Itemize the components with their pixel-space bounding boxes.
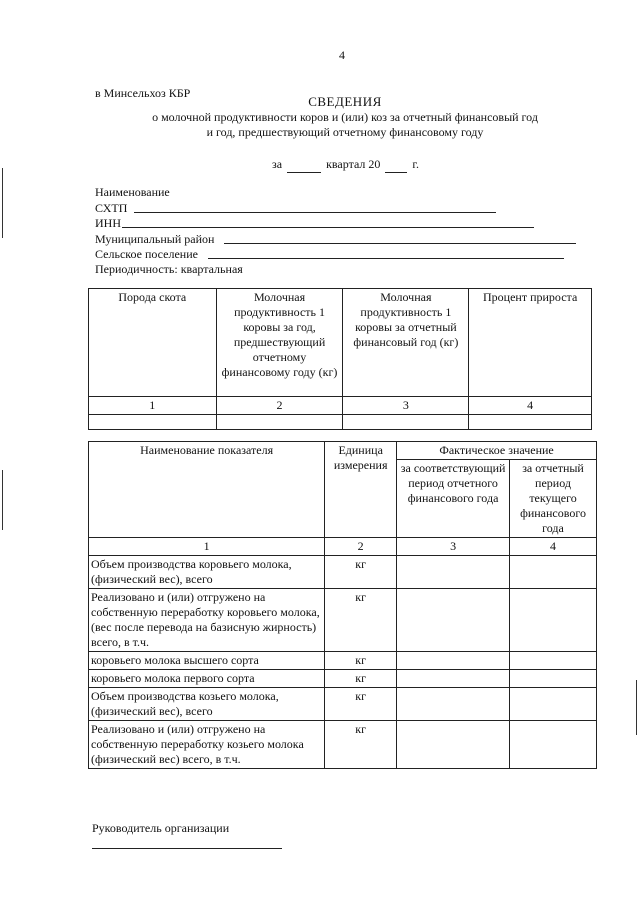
t1-colnum-4: 4 bbox=[469, 397, 592, 415]
t2-header-actual: Фактическое значение bbox=[397, 442, 597, 460]
t2-row-prev-value[interactable] bbox=[397, 556, 510, 589]
period-quarter-blank[interactable] bbox=[287, 157, 321, 173]
t2-row-unit: кг bbox=[325, 721, 397, 769]
scan-mark-left-2 bbox=[2, 470, 3, 530]
table-row bbox=[89, 670, 597, 688]
t1-cell-report-year[interactable] bbox=[343, 415, 469, 430]
t1-colnum-2: 2 bbox=[216, 397, 343, 415]
t2-row-name: Реализовано и (или) отгружено на собственную переработку козьего молока (физический вес) всего, в т.ч. bbox=[89, 721, 325, 769]
t2-row-name: коровьего молока первого сорта bbox=[89, 670, 325, 688]
document-title: СВЕДЕНИЯ bbox=[308, 94, 382, 109]
sxtp-field[interactable] bbox=[134, 212, 496, 213]
t2-row-name: Реализовано и (или) отгружено на собственную переработку коровьего молока, (вес после перевода на базисную жирность) всего, в т.ч. bbox=[89, 589, 325, 652]
t2-colnum-1: 1 bbox=[89, 538, 325, 556]
t2-row-name: Объем производства коровьего молока, (физический вес), всего bbox=[89, 556, 325, 589]
inn-field[interactable] bbox=[122, 227, 534, 228]
period-prefix: за bbox=[272, 157, 283, 171]
period-line bbox=[272, 157, 419, 173]
t2-header-unit: Единица измерения bbox=[325, 442, 397, 538]
t2-header-indicator: Наименование показателя bbox=[89, 442, 325, 538]
t1-cell-breed[interactable] bbox=[89, 415, 217, 430]
t2-row-current-value[interactable] bbox=[510, 589, 597, 652]
settlement-field[interactable] bbox=[208, 258, 564, 259]
t1-header-report-year: Молочная продуктивность 1 коровы за отчетный финансовый год (кг) bbox=[343, 289, 469, 397]
t2-row-unit: кг bbox=[325, 556, 397, 589]
table-row bbox=[89, 556, 597, 589]
t1-header-prev-year: Молочная продуктивность 1 коровы за год, предшествующий отчетному финансовому году (кг) bbox=[216, 289, 343, 397]
t1-colnum-3: 3 bbox=[343, 397, 469, 415]
t2-row-unit: кг bbox=[325, 589, 397, 652]
addressee: в Минсельхоз КБР bbox=[95, 86, 191, 100]
milk-indicators-table bbox=[88, 441, 597, 769]
t2-row-unit: кг bbox=[325, 688, 397, 721]
t2-row-prev-value[interactable] bbox=[397, 670, 510, 688]
signature-label: Руководитель организации bbox=[92, 821, 230, 835]
t1-cell-growth[interactable] bbox=[469, 415, 592, 430]
scan-mark-left-1 bbox=[2, 168, 3, 238]
sxtp-label: СХТП bbox=[95, 201, 128, 215]
t2-row-unit: кг bbox=[325, 670, 397, 688]
t2-row-prev-value[interactable] bbox=[397, 652, 510, 670]
t2-header-current-period: за отчетный период текущего финансового года bbox=[510, 460, 597, 538]
t2-colnum-4: 4 bbox=[510, 538, 597, 556]
signature-line[interactable] bbox=[92, 848, 282, 849]
productivity-table bbox=[88, 288, 592, 430]
t1-colnum-1: 1 bbox=[89, 397, 217, 415]
periodicity-label: Периодичность: квартальная bbox=[95, 262, 243, 276]
t1-header-growth: Процент прироста bbox=[469, 289, 592, 397]
table-row bbox=[89, 589, 597, 652]
period-year-blank[interactable] bbox=[385, 157, 407, 173]
table-row bbox=[89, 688, 597, 721]
period-middle: квартал 20 bbox=[326, 157, 381, 171]
t2-colnum-2: 2 bbox=[325, 538, 397, 556]
t2-row-current-value[interactable] bbox=[510, 670, 597, 688]
table-row bbox=[89, 652, 597, 670]
t2-row-current-value[interactable] bbox=[510, 688, 597, 721]
document-subtitle-line2: и год, предшествующий отчетному финансовому году bbox=[206, 125, 484, 139]
district-field[interactable] bbox=[224, 243, 576, 244]
t2-row-prev-value[interactable] bbox=[397, 721, 510, 769]
page-number: 4 bbox=[339, 48, 345, 62]
t2-row-unit: кг bbox=[325, 652, 397, 670]
t2-row-name: коровьего молока высшего сорта bbox=[89, 652, 325, 670]
table-row bbox=[89, 721, 597, 769]
district-label: Муниципальный район bbox=[95, 232, 215, 246]
scan-mark-right-1 bbox=[636, 680, 637, 735]
inn-label: ИНН bbox=[95, 216, 121, 230]
t2-row-current-value[interactable] bbox=[510, 721, 597, 769]
name-label: Наименование bbox=[95, 185, 170, 199]
t2-row-prev-value[interactable] bbox=[397, 688, 510, 721]
t2-row-name: Объем производства козьего молока, (физический вес), всего bbox=[89, 688, 325, 721]
period-suffix: г. bbox=[412, 157, 419, 171]
document-subtitle-line1: о молочной продуктивности коров и (или) коз за отчетный финансовый год bbox=[152, 110, 538, 124]
t2-row-current-value[interactable] bbox=[510, 556, 597, 589]
t2-colnum-3: 3 bbox=[397, 538, 510, 556]
t2-row-current-value[interactable] bbox=[510, 652, 597, 670]
t1-cell-prev-year[interactable] bbox=[216, 415, 343, 430]
settlement-label: Сельское поселение bbox=[95, 247, 198, 261]
t2-row-prev-value[interactable] bbox=[397, 589, 510, 652]
t2-header-prev-period: за соответствующий период отчетного финансового года bbox=[397, 460, 510, 538]
t1-header-breed: Порода скота bbox=[89, 289, 217, 397]
